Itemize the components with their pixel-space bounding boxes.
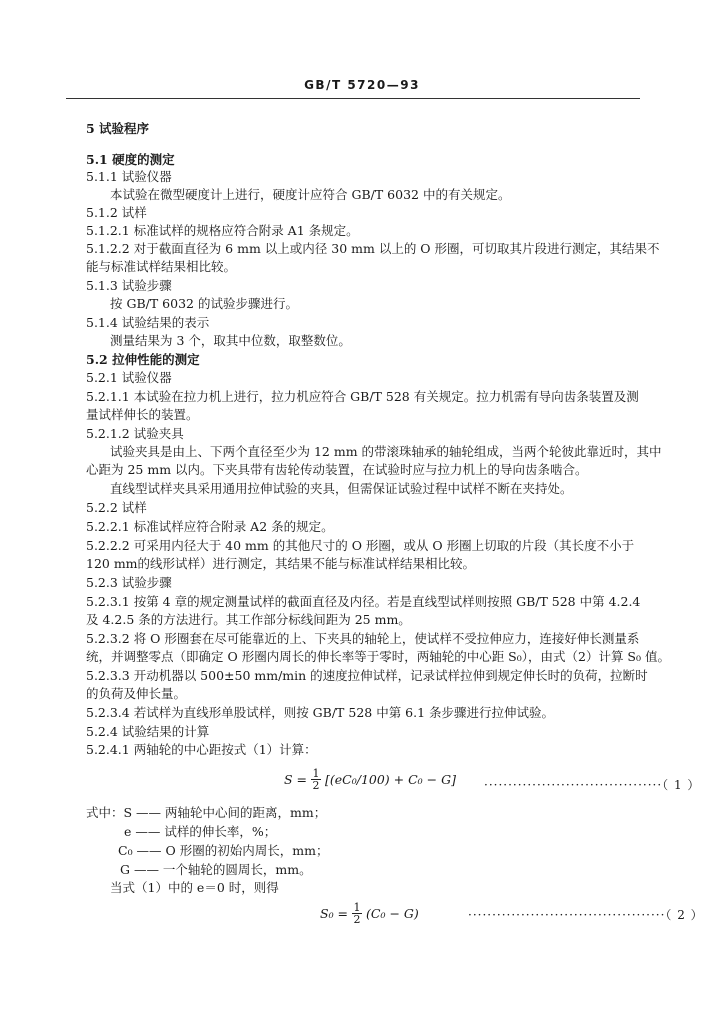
formula-1-rhs: [(eC₀/100) + C₀ − G] <box>325 772 456 787</box>
section-5-1-2-2-line1: 5.1.2.2 对于截面直径为 6 mm 以上或内径 30 mm 以上的 O 形圈，可切取其片段进行测定，其结果不 <box>86 241 660 256</box>
section-5-2-4: 5.2.4 试验结果的计算 <box>86 724 210 739</box>
formula-2-lhs: S₀ = <box>320 906 349 921</box>
formula-2-numerator: 1 <box>353 901 361 914</box>
formula-2-fraction <box>352 902 362 925</box>
section-5-heading: 5 试验程序 <box>86 121 150 136</box>
section-5-2-1-2-line2: 心距为 25 mm 以内。下夹具带有齿轮传动装置，在试验时应与拉力机上的导向齿条啮合。 <box>86 462 588 477</box>
formula-1-dots: ····································· <box>484 778 663 792</box>
section-5-2-heading: 5.2 拉伸性能的测定 <box>86 352 200 367</box>
section-5-2-3-4: 5.2.3.4 若试样为直线形单股试样，则按 GB/T 528 中第 6.1 条步骤进行拉伸试验。 <box>86 705 555 720</box>
section-5-2-3-2-line2: 统，并调整零点（即确定 O 形圈内周长的伸长率等于零时，两轴轮的中心距 S₀），由式（2）计算 S₀ 值。 <box>86 649 670 664</box>
formula-1-denominator: 2 <box>312 779 320 792</box>
section-5-2-3-2-line1: 5.2.3.2 将 O 形圈套在尽可能靠近的上、下夹具的轴轮上，使试样不受拉伸应力，连接好伸长测量系 <box>86 631 640 646</box>
section-5-1-heading: 5.1 硬度的测定 <box>86 152 175 167</box>
section-5-1-1: 5.1.1 试验仪器 <box>86 169 172 184</box>
section-5-2-3-3-line2: 的负荷及伸长量。 <box>86 686 187 701</box>
formula-2-denominator: 2 <box>353 913 361 926</box>
section-5-2-3-1-line2: 及 4.2.5 条的方法进行。其工作部分标线间距为 25 mm。 <box>86 612 411 627</box>
section-5-2-1: 5.2.1 试验仪器 <box>86 370 172 385</box>
def-g: G —— 一个轴轮的圆周长，mm。 <box>120 862 312 877</box>
section-5-2-2-2-line1: 5.2.2.2 可采用内径大于 40 mm 的其他尺寸的 O 形圈，或从 O 形圈上切取的片段（其长度不小于 <box>86 538 635 553</box>
standard-code-header: GB/T 5720—93 <box>304 78 420 92</box>
section-5-1-4-text: 测量结果为 3 个，取其中位数，取整数位。 <box>110 333 351 348</box>
def-intro-s: 式中：S —— 两轴轮中心间的距离，mm； <box>86 805 327 820</box>
formula-2 <box>320 902 419 925</box>
formula-2-rhs: (C₀ − G) <box>366 906 419 921</box>
section-5-2-3: 5.2.3 试验步骤 <box>86 575 172 590</box>
formula-1 <box>284 768 456 791</box>
section-5-2-3-1-line1: 5.2.3.1 按第 4 章的规定测量试样的截面直径及内径。若是直线型试样则按照 GB/T 528 中第 4.2.4 <box>86 594 641 609</box>
formula-2-leader <box>468 906 704 923</box>
section-5-2-2-2-line2: 120 mm的线形试样）进行测定，其结果不能与标准试样结果相比较。 <box>86 556 476 571</box>
formula-2-dots: ········································· <box>468 908 666 922</box>
formula-1-tag: （ 1 ） <box>662 778 701 792</box>
section-5-1-3: 5.1.3 试验步骤 <box>86 278 172 293</box>
section-5-2-3-3-line1: 5.2.3.3 开动机器以 500±50 mm/min 的速度拉伸试样，记录试样拉伸到规定伸长时的负荷，拉断时 <box>86 668 648 683</box>
formula-1-fraction <box>311 768 321 791</box>
section-5-2-2-1: 5.2.2.1 标准试样应符合附录 A2 条的规定。 <box>86 519 334 534</box>
def-when: 当式（1）中的 e＝0 时，则得 <box>110 880 279 895</box>
section-5-2-2: 5.2.2 试样 <box>86 500 147 515</box>
section-5-2-1-1-line2: 量试样伸长的装置。 <box>86 407 199 422</box>
section-5-1-2: 5.1.2 试样 <box>86 205 147 220</box>
section-5-1-2-1: 5.1.2.1 标准试样的规格应符合附录 A1 条规定。 <box>86 223 359 238</box>
def-e: e —— 试样的伸长率，%； <box>124 824 277 839</box>
section-5-2-1-2-line1: 试验夹具是由上、下两个直径至少为 12 mm 的带滚珠轴承的轴轮组成，当两个轮彼此靠近时，其中 <box>110 444 662 459</box>
section-5-2-1-2-line3: 直线型试样夹具采用通用拉伸试验的夹具，但需保证试验过程中试样不断在夹持处。 <box>110 481 573 496</box>
formula-1-numerator: 1 <box>312 767 320 780</box>
section-5-2-1-2: 5.2.1.2 试验夹具 <box>86 426 184 441</box>
section-5-2-4-1: 5.2.4.1 两轴轮的中心距按式（1）计算： <box>86 742 317 757</box>
section-5-2-1-1-line1: 5.2.1.1 本试验在拉力机上进行，拉力机应符合 GB/T 528 有关规定。拉力机需有导向齿条装置及测 <box>86 389 639 404</box>
section-5-1-4: 5.1.4 试验结果的表示 <box>86 315 210 330</box>
formula-1-leader <box>484 776 700 793</box>
section-5-1-2-2-line2: 能与标准试样结果相比较。 <box>86 259 237 274</box>
formula-1-lhs: S = <box>284 772 308 787</box>
header-rule <box>66 98 640 99</box>
formula-2-tag: （ 2 ） <box>665 908 704 922</box>
def-c0: C₀ —— O 形圈的初始内周长，mm； <box>118 843 329 858</box>
section-5-1-1-text: 本试验在微型硬度计上进行，硬度计应符合 GB/T 6032 中的有关规定。 <box>110 187 511 202</box>
section-5-1-3-text: 按 GB/T 6032 的试验步骤进行。 <box>110 296 298 311</box>
